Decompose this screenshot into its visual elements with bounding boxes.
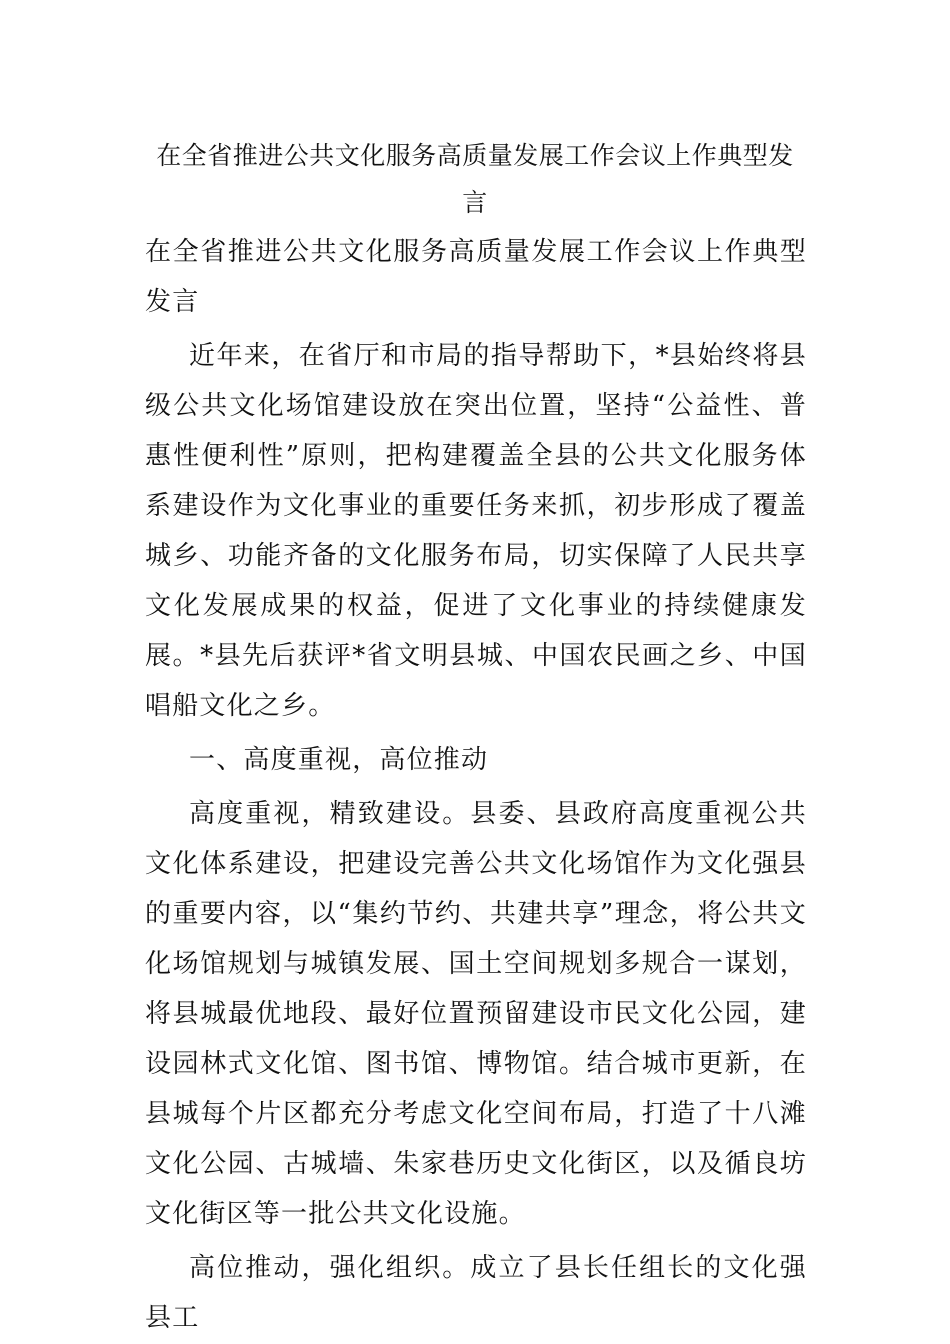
body-paragraph: 高度重视，精致建设。县委、县政府高度重视公共文化体系建设，把建设完善公共文化场馆作为文化强县的重要内容，以“集约节约、共建共享”理念，将公共文化场馆规划与城镇发展、国土空间规划多规合一谋划，将县城最优地段、最好位置预留建设市民文化公园，建设园林式文化馆、图书馆、博物馆。结合城市更新，在县城每个片区都充分考虑文化空间布局，打造了十八滩文化公园、古城墙、朱家巷历史文化街区，以及循良坊文化街区等一批公共文化设施。	[145, 799, 807, 1229]
intro-paragraph: 近年来，在省厅和市局的指导帮助下，*县始终将县级公共文化场馆建设放在突出位置，坚持“公益性、普惠性便利性”原则，把构建覆盖全县的公共文化服务体系建设作为文化事业的重要任务来抓，初步形成了覆盖城乡、功能齐备的文化服务布局，切实保障了人民共享文化发展成果的权益，促进了文化事业的持续健康发展。*县先后获评*省文明县城、中国农民画之乡、中国唱船文化之乡。	[145, 341, 807, 721]
document-subtitle: 在全省推进公共文化服务高质量发展工作会议上作典型发言	[145, 237, 807, 317]
document-title: 在全省推进公共文化服务高质量发展工作会议上作典型发言	[156, 141, 794, 217]
section-heading: 一、高度重视，高位推动	[189, 745, 489, 775]
body-paragraph: 高位推动，强化组织。成立了县长任组长的文化强县工	[145, 1253, 807, 1333]
document-body	[145, 227, 807, 1343]
